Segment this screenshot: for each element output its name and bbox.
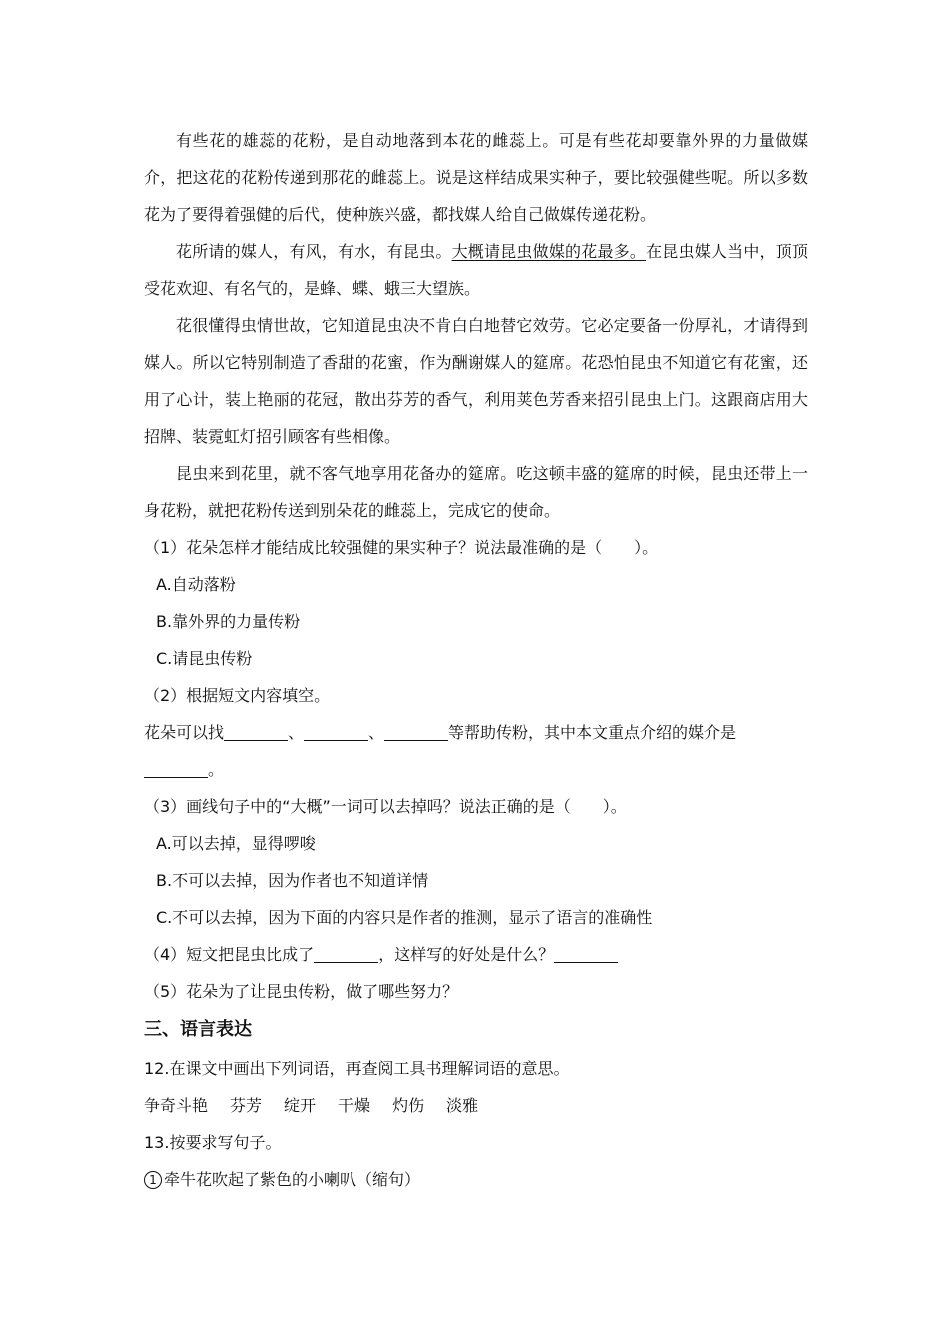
underlined-sentence: 大概请昆虫做媒的花最多。 (451, 242, 647, 261)
question-3-stem: （3）画线句子中的“大概”一词可以去掉吗？说法正确的是（ ）。 (144, 797, 627, 816)
question-2-fill-line (144, 714, 808, 751)
question-13-item-1 (144, 1161, 808, 1198)
q2-sep-2: 、 (368, 723, 385, 742)
question-3-option-a: A.可以去掉，显得啰唆 (156, 834, 316, 853)
circled-number: 1 (144, 1171, 162, 1189)
question-2-stem: （2）根据短文内容填空。 (144, 686, 331, 705)
q2-sep-1: 、 (288, 723, 305, 742)
question-3-option-c: C.不可以去掉，因为下面的内容只是作者的推测，显示了语言的准确性 (156, 908, 653, 927)
q4-text-1: （4）短文把昆虫比成了 (144, 945, 315, 964)
question-3-option-b: B.不可以去掉，因为作者也不知道详情 (156, 871, 429, 890)
q2-text-3: 。 (208, 760, 225, 779)
q2-text-1: 花朵可以找 (144, 723, 225, 742)
answer-blank[interactable] (304, 724, 368, 741)
question-13: 13.按要求写句子。 (144, 1133, 282, 1152)
word-item: 干燥 (338, 1096, 371, 1115)
p2-text-before: 花所请的媒人，有风，有水，有昆虫。 (176, 242, 452, 261)
word-list (144, 1087, 808, 1124)
question-1-option-c: C.请昆虫传粉 (156, 649, 253, 668)
answer-blank[interactable] (384, 724, 448, 741)
answer-blank[interactable] (554, 946, 618, 963)
answer-blank[interactable] (224, 724, 288, 741)
passage-paragraph-2 (144, 233, 808, 307)
question-1-stem: （1）花朵怎样才能结成比较强健的果实种子？说法最准确的是（ ）。 (144, 538, 659, 557)
passage-paragraph-1: 有些花的雄蕊的花粉，是自动地落到本花的雌蕊上。可是有些花却要靠外界的力量做媒介，把这花的花粉传递到那花的雌蕊上。说是这样结成果实种子，要比较强健些呢。所以多数花为了要得着强健的后代，使种族兴盛，都找媒人给自己做媒传递花粉。 (144, 131, 808, 224)
question-4 (144, 936, 808, 973)
word-item: 芬芳 (230, 1096, 263, 1115)
question-1-option-a: A.自动落粉 (156, 575, 236, 594)
question-5-stem: （5）花朵为了让昆虫传粉，做了哪些努力？ (144, 982, 459, 1001)
item-1-text: 牵牛花吹起了紫色的小喇叭（缩句） (164, 1170, 421, 1189)
word-item: 争奇斗艳 (144, 1096, 209, 1115)
q4-text-2: ，这样写的好处是什么？ (378, 945, 555, 964)
section-heading: 三、语言表达 (144, 1019, 252, 1040)
page-content (144, 122, 808, 1198)
passage-paragraph-4: 昆虫来到花里，就不客气地享用花备办的筵席。吃这顿丰盛的筵席的时候，昆虫还带上一身花粉，就把花粉传送到别朵花的雌蕊上，完成它的使命。 (144, 464, 808, 520)
answer-blank[interactable] (144, 761, 208, 778)
passage-paragraph-3: 花很懂得虫情世故，它知道昆虫决不肯白白地替它效劳。它必定要备一份厚礼，才请得到媒人。所以它特别制造了香甜的花蜜，作为酬谢媒人的筵席。花恐怕昆虫不知道它有花蜜，还用了心计，装上艳丽的花冠，散出芬芳的香气，利用荚色芳香来招引昆虫上门。这跟商店用大招牌、装霓虹灯招引顾客有些相像。 (144, 316, 808, 446)
question-2-fill-line-2 (144, 751, 808, 788)
q2-text-2: 等帮助传粉，其中本文重点介绍的媒介是 (448, 723, 737, 742)
answer-blank[interactable] (314, 946, 378, 963)
question-12: 12.在课文中画出下列词语，再查阅工具书理解词语的意思。 (144, 1059, 570, 1078)
p2-text-after: 在昆虫媒人当中，顶顶受花欢迎、有名气的，是蜂、蝶、蛾三大望族。 (144, 242, 808, 298)
word-item: 绽开 (284, 1096, 317, 1115)
word-item: 灼伤 (392, 1096, 425, 1115)
word-item: 淡雅 (446, 1096, 479, 1115)
question-1-option-b: B.靠外界的力量传粉 (156, 612, 301, 631)
